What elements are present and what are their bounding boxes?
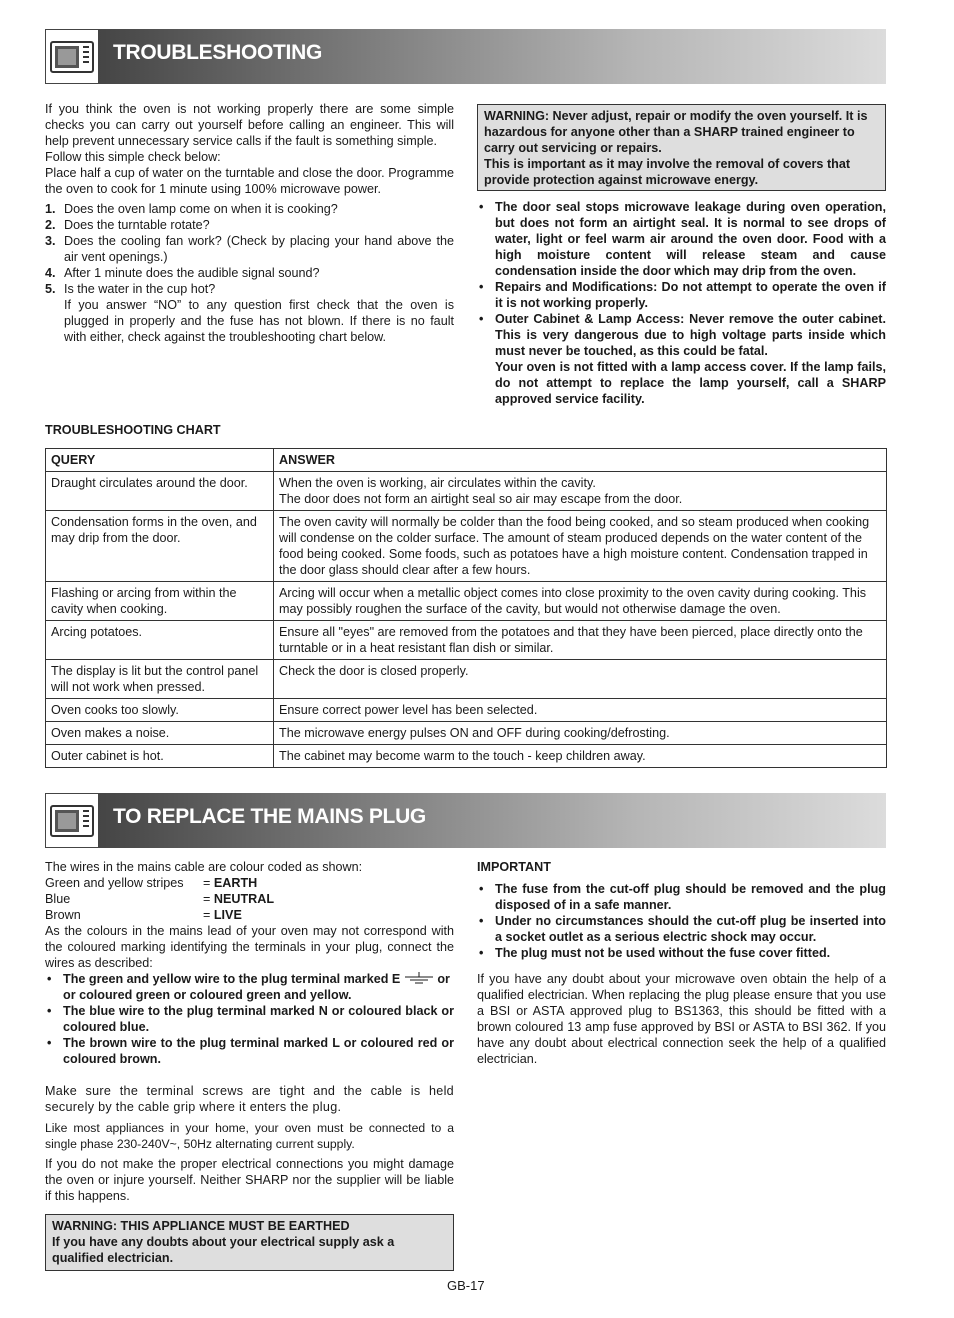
table-row: Outer cabinet is hot. The cabinet may become warm to the touch - keep children away. [46, 745, 887, 768]
table-row: Oven cooks too slowly. Ensure correct power level has been selected. [46, 699, 887, 722]
intro-follow: Follow this simple check below: [45, 150, 221, 164]
page-number: GB-17 [447, 1278, 485, 1293]
table-row: Draught circulates around the door. When the oven is working, air circulates within the cavity. The door does not form an airtight seal so air may escape from the door. [46, 472, 887, 511]
intro-procedure: Place half a cup of water on the turntable and close the door. Programme the oven to cook for 1 minute using 100% microwave power. [45, 166, 454, 196]
section-header-troubleshooting [45, 29, 886, 84]
warning-box-servicing [477, 104, 886, 191]
list-item: 3. Does the cooling fan work? (Check by placing your hand above the air vent openings.) [45, 234, 454, 264]
section-header-mains-plug [45, 793, 886, 848]
warning-box-earthed: WARNING: THIS APPLIANCE MUST BE EARTHED If you have any doubts about your electrical supply ask a qualified electrician. [45, 1214, 454, 1271]
table-row: Oven makes a noise. The microwave energy pulses ON and OFF during cooking/defrosting. [46, 722, 887, 745]
table-row: Flashing or arcing from within the cavity when cooking. Arcing will occur when a metallic object comes into close proximity to the oven cavity during cooking. This may possibly roughen the surface of the cavity, but would not otherwise damage the oven. [46, 582, 887, 621]
wiring-list [45, 971, 454, 1067]
table-header-row [46, 449, 887, 472]
important-column: IMPORTANT • The fuse from the cut-off plug should be removed and the plug disposed of in a safe manner. • Under no circumstances should the cut-off plug be inserted into a socket outlet as a serious electric shock may occur. • The plug must not be used without the fuse cover fitted. If you have any doubt about your microwave oven obtain the help of a qualified electrician. When replacing the plug please ensure that you use a BSI or ASTA approved plug to BS1363, this should be fitted with a brown coloured 13 amp fuse approved by BSI or ASTA to BSI 362. If you have any doubt about electrical connection seek the help of a qualified electrician. [477, 859, 886, 1067]
microwave-icon [45, 793, 99, 848]
important-title: IMPORTANT [477, 860, 551, 874]
list-item: 4. After 1 minute does the audible signal sound? [45, 266, 320, 280]
table-row: The display is lit but the control panel will not work when pressed. Check the door is closed properly. [46, 660, 887, 699]
colour-code-list: Green and yellow stripes = EARTH Blue = NEUTRAL Brown = LIVE [45, 876, 275, 922]
intro-column [45, 101, 454, 345]
answer-header: ANSWER [274, 449, 887, 472]
list-item: 1. Does the oven lamp come on when it is cooking? [45, 202, 338, 216]
list-item: 2. Does the turntable rotate? [45, 218, 210, 232]
list-item: • The blue wire to the plug terminal marked N or coloured black or coloured blue. [45, 1003, 454, 1035]
check-list [45, 201, 454, 345]
microwave-icon [45, 29, 99, 84]
warning-line: WARNING: Never adjust, repair or modify the oven yourself. It is hazardous for anyone other than a SHARP trained engineer to carry out servicing or repairs. [484, 109, 868, 155]
warning-line: This is important as it may involve the removal of covers that provide protection against microwave energy. [484, 157, 851, 187]
list-item: • The green and yellow wire to the plug terminal marked E or or coloured green or coloured green and yellow. [45, 971, 454, 1003]
table-row: Arcing potatoes. Ensure all "eyes" are removed from the potatoes and that they have been pierced, place directly onto the turntable or in a heat resistant flan dish or similar. [46, 621, 887, 660]
list-item: 5. Is the water in the cup hot? If you answer “NO” to any question first check that the oven is plugged in properly and the fuse has not blown. If there is no fault with either, check against the troubleshooting chart below. [45, 282, 454, 344]
table-row: Condensation forms in the oven, and may drip from the door. The oven cavity will normally be colder than the food being cooked, and so steam produced when cooking will condense on the colder surface. The amount of steam produced depends on the water content of the food being cooked. Some foods, such as potatoes have a high moisture content. Condensation trapped in the door glass should clear after a few hours. [46, 511, 887, 582]
earth-symbol-icon [404, 972, 434, 984]
important-list [477, 881, 886, 961]
safety-bullets [477, 199, 886, 407]
plug-column: The wires in the mains cable are colour coded as shown: Green and yellow stripes = EARTH Blue = NEUTRAL Brown = LIVE As the colours in the mains lead of your oven may not correspond with the coloured marking identifying the terminals in your plug, connect the wires as described: • The green and yellow wire to the plug terminal marked E or or coloured green or coloured green and yellow. • The blue wire to the plug terminal marked N or coloured black or coloured blue. • The brown wire to the plug terminal marked L or coloured red or coloured brown. Make sure the terminal screws are tight and the cable is held securely by the cable grip where it enters the plug. Like most appliances in your home, your oven must be connected to a single phase 230-240V~, 50Hz alternating current supply. If you do not make the proper electrical connections you might damage the oven or injure yourself. Neither SHARP nor the supplier will be liable if this happens. [45, 859, 454, 1204]
list-item: • The plug must not be used without the fuse cover fitted. [477, 945, 886, 961]
list-item: • Outer Cabinet & Lamp Access: Never remove the outer cabinet. This is very dangerous due to high voltage parts inside which must never be touched, as this could be fatal. Your oven is not fitted with a lamp access cover. If the lamp fails, do not attempt to replace the lamp yourself, call a SHARP approved service facility. [477, 311, 886, 407]
list-item: • The fuse from the cut-off plug should be removed and the plug disposed of in a safe manner. [477, 881, 886, 913]
section-title: TO REPLACE THE MAINS PLUG [113, 805, 426, 828]
intro-paragraph: If you think the oven is not working properly there are some simple checks you can carry out yourself before calling an engineer. This will help prevent unnecessary service calls if the fault is something simple. [45, 102, 454, 148]
query-header: QUERY [46, 449, 274, 472]
chart-title: TROUBLESHOOTING CHART [45, 423, 221, 437]
answer-no-text: If you answer “NO” to any question first check that the oven is plugged in properly and the fuse has not blown. If there is no fault with either, check against the troubleshooting chart below. [64, 298, 454, 344]
section-title: TROUBLESHOOTING [113, 41, 322, 64]
list-item: • Repairs and Modifications: Do not attempt to operate the oven if it is not working properly. [477, 279, 886, 311]
list-item: • The door seal stops microwave leakage during oven operation, but does not form an airtight seal. It is normal to see drops of water, light or feel warm air around the oven door. Food with a high moisture content will release steam and cause condensation inside the door which may drip from the oven. [477, 199, 886, 279]
list-item: • Under no circumstances should the cut-off plug be inserted into a socket outlet as a serious electric shock may occur. [477, 913, 886, 945]
troubleshooting-table [45, 448, 887, 768]
list-item: • The brown wire to the plug terminal marked L or coloured red or coloured brown. [45, 1035, 454, 1067]
